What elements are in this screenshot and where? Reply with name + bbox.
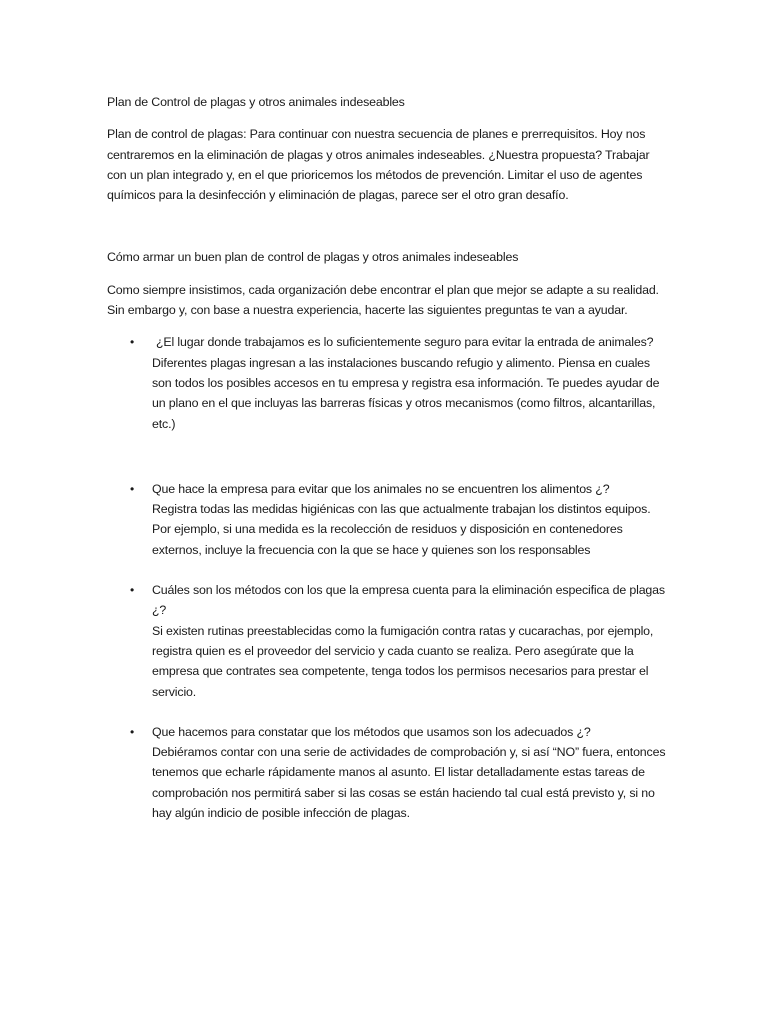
intro-paragraph-2: Como siempre insistimos, cada organización debe encontrar el plan que mejor se adapte a su realidad. Sin embargo y, con base a nuestra experiencia, hacerte las siguientes preguntas te van a ayudar. — [107, 282, 659, 318]
question-list — [107, 332, 667, 823]
question-text: Cuáles son los métodos con los que la empresa cuenta para la eliminación especifica de plagas ¿? — [152, 583, 665, 618]
question-text: Que hacemos para constatar que los métodos que usamos son los adecuados ¿? — [152, 724, 591, 739]
list-item — [107, 479, 667, 560]
question-text: Que hace la empresa para evitar que los animales no se encuentren los alimentos ¿? — [152, 481, 610, 496]
bullet-icon: • — [130, 724, 135, 739]
bullet-icon: • — [130, 335, 135, 350]
list-item — [107, 580, 667, 702]
list-item — [107, 722, 667, 823]
answer-text: Debiéramos contar con una serie de actividades de comprobación y, si así “NO” fuera, entonces tenemos que echarle rápidamente manos al asunto. El listar detalladamente estas tareas de comprobación nos permitirá saber si las cosas se están haciendo tal cual está previsto y, si no hay algún indicio de posible infección de plagas. — [152, 745, 666, 821]
answer-text: Registra todas las medidas higiénicas con las que actualmente trabajan los distintos equipos. Por ejemplo, si una medida es la recolección de residuos y disposición en contenedores externos, incluye la frecuencia con la que se hace y quienes son los responsables — [152, 502, 651, 557]
list-item — [107, 332, 667, 433]
intro-paragraph: Plan de control de plagas: Para continuar con nuestra secuencia de planes e prerrequisitos. Hoy nos centraremos en la eliminación de plagas y otros animales indeseables. ¿Nuestra propuesta? Trabajar con un plan integrado y, en el que prioricemos los métodos de prevención. Limitar el uso de agentes químicos para la desinfección y eliminación de plagas, parece ser el otro gran desafío. — [107, 127, 650, 203]
answer-text: Diferentes plagas ingresan a las instalaciones buscando refugio y alimento. Piensa en cuales son todos los posibles accesos en tu empresa y registra esa información. Te puedes ayudar de un plano en el que incluyas las barreras físicas y otros mecanismos (como filtros, alcantarillas, etc.) — [152, 355, 660, 431]
document-body — [107, 92, 667, 823]
bullet-icon: • — [130, 583, 135, 598]
section-title-plan-control: Plan de Control de plagas y otros animales indeseables — [107, 95, 405, 109]
answer-text: Si existen rutinas preestablecidas como la fumigación contra ratas y cucarachas, por ejemplo, registra quien es el proveedor del servicio y cada cuanto se realiza. Pero asegúrate que la empresa que contrates sea competente, tenga todos los permisos necesarios para prestar el servicio. — [152, 623, 654, 699]
question-text: ¿El lugar donde trabajamos es lo suficientemente seguro para evitar la entrada de animales? — [156, 335, 654, 350]
section-title-como-armar: Cómo armar un buen plan de control de plagas y otros animales indeseables — [107, 250, 519, 265]
bullet-icon: • — [130, 481, 135, 496]
